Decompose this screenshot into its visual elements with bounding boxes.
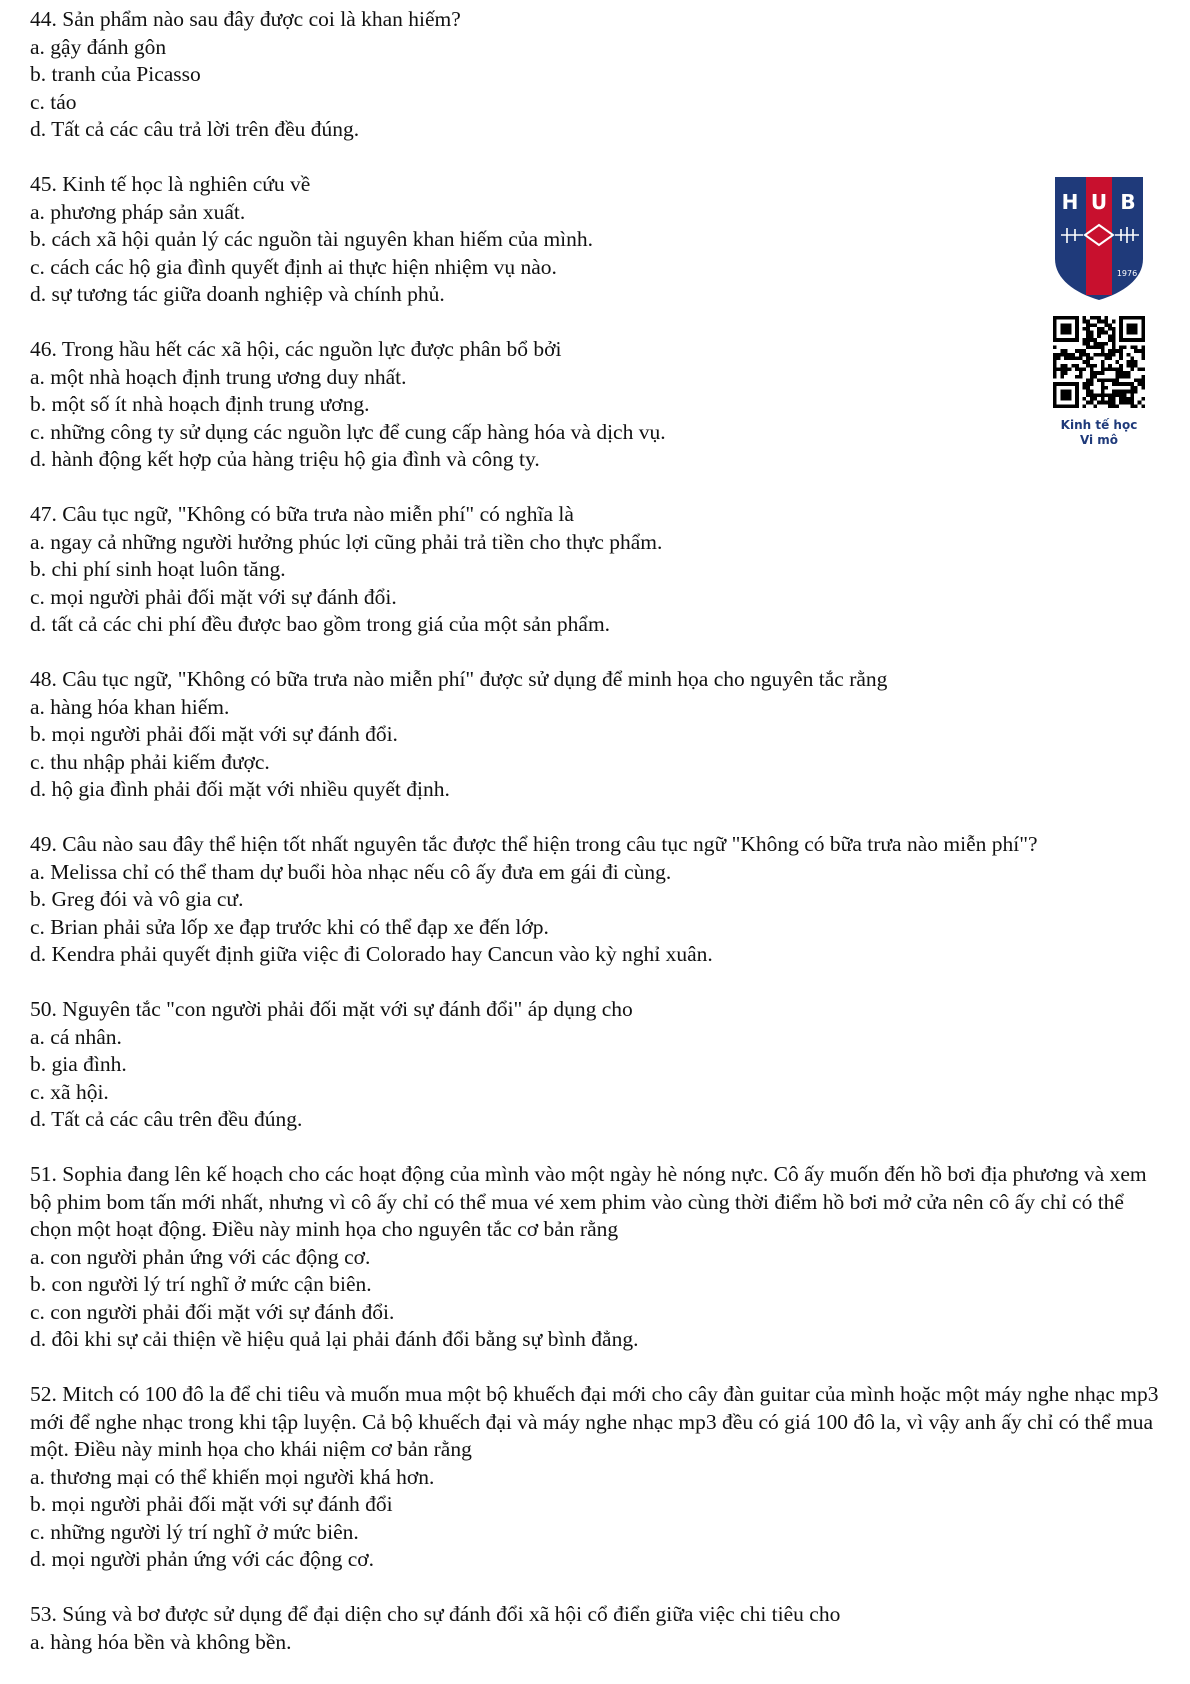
answer-option: c. thu nhập phải kiếm được. bbox=[30, 749, 270, 774]
course-caption bbox=[1040, 418, 1158, 448]
qr-code-icon bbox=[1053, 316, 1145, 408]
answer-option: d. tất cả các chi phí đều được bao gồm trong giá của một sản phẩm. bbox=[30, 612, 611, 636]
question-52 bbox=[30, 1381, 1180, 1574]
hub-logo-icon bbox=[1053, 173, 1145, 301]
answer-option: d. mọi người phản ứng với các động cơ. bbox=[30, 1547, 375, 1571]
answer-option: b. mọi người phải đối mặt với sự đánh đổi. bbox=[30, 722, 398, 746]
answer-option: b. mọi người phải đối mặt với sự đánh đổi bbox=[30, 1492, 393, 1516]
question-50 bbox=[30, 996, 1180, 1134]
answer-option: b. chi phí sinh hoạt luôn tăng. bbox=[30, 557, 286, 581]
answer-option: c. Brian phải sửa lốp xe đạp trước khi có thể đạp xe đến lớp. bbox=[30, 914, 549, 939]
question-45 bbox=[30, 171, 1180, 309]
answer-option: a. phương pháp sản xuất. bbox=[30, 199, 246, 224]
question-44 bbox=[30, 6, 1180, 144]
answer-option: b. Greg đói và vô gia cư. bbox=[30, 887, 244, 911]
question-stem: 49. Câu nào sau đây thể hiện tốt nhất nguyên tắc được thể hiện trong câu tục ngữ "Không có bữa trưa nào miễn phí"? bbox=[30, 832, 1038, 856]
answer-option: d. hộ gia đình phải đối mặt với nhiều quyết định. bbox=[30, 777, 450, 801]
logo-letter: B bbox=[1120, 190, 1136, 214]
answer-option: b. cách xã hội quản lý các nguồn tài nguyên khan hiếm của mình. bbox=[30, 227, 594, 251]
answer-option: d. Kendra phải quyết định giữa việc đi Colorado hay Cancun vào kỳ nghỉ xuân. bbox=[30, 942, 713, 966]
caption-line: Kinh tế học bbox=[1060, 418, 1138, 432]
question-stem: 44. Sản phẩm nào sau đây được coi là khan hiếm? bbox=[30, 7, 461, 31]
logo-year: 1976 bbox=[1116, 269, 1138, 278]
answer-option: d. sự tương tác giữa doanh nghiệp và chính phủ. bbox=[30, 282, 445, 306]
answer-option: a. thương mại có thể khiến mọi người khá hơn. bbox=[30, 1464, 435, 1489]
answer-option: c. con người phải đối mặt với sự đánh đổi. bbox=[30, 1299, 395, 1324]
answer-option: a. con người phản ứng với các động cơ. bbox=[30, 1244, 371, 1269]
answer-option: c. táo bbox=[30, 89, 77, 114]
answer-option: b. con người lý trí nghĩ ở mức cận biên. bbox=[30, 1272, 372, 1296]
question-stem: 45. Kinh tế học là nghiên cứu về bbox=[30, 172, 311, 196]
answer-option: b. một số ít nhà hoạch định trung ương. bbox=[30, 392, 370, 416]
question-stem: 53. Súng và bơ được sử dụng để đại diện cho sự đánh đổi xã hội cổ điển giữa việc chi tiêu cho bbox=[30, 1602, 841, 1626]
answer-option: c. cách các hộ gia đình quyết định ai thực hiện nhiệm vụ nào. bbox=[30, 254, 557, 279]
answer-option: c. xã hội. bbox=[30, 1079, 109, 1104]
question-stem: 52. Mitch có 100 đô la để chi tiêu và muốn mua một bộ khuếch đại mới cho cây đàn guitar của mình hoặc một máy nghe nhạc mp3 mới để nghe nhạc trong khi tập luyện. Cả bộ khuếch đại và máy nghe nhạc mp3 đều có giá 100 đô la, vì vậy anh ấy chỉ có thể mua một. Điều này minh họa cho khái niệm cơ bản rằng bbox=[30, 1382, 1159, 1461]
caption-line: Vi mô bbox=[1079, 433, 1119, 447]
answer-option: c. những công ty sử dụng các nguồn lực để cung cấp hàng hóa và dịch vụ. bbox=[30, 419, 666, 444]
answer-option: c. mọi người phải đối mặt với sự đánh đổi. bbox=[30, 584, 397, 609]
question-46 bbox=[30, 336, 1180, 474]
answer-option: d. hành động kết hợp của hàng triệu hộ gia đình và công ty. bbox=[30, 447, 540, 471]
answer-option: a. cá nhân. bbox=[30, 1024, 122, 1049]
logo-letter: U bbox=[1090, 190, 1108, 214]
question-48 bbox=[30, 666, 1180, 804]
question-47 bbox=[30, 501, 1180, 639]
question-51 bbox=[30, 1161, 1180, 1354]
answer-option: a. hàng hóa khan hiếm. bbox=[30, 694, 230, 719]
question-53 bbox=[30, 1601, 1180, 1656]
question-stem: 50. Nguyên tắc "con người phải đối mặt với sự đánh đổi" áp dụng cho bbox=[30, 997, 633, 1021]
answer-option: d. Tất cả các câu trên đều đúng. bbox=[30, 1107, 303, 1131]
answer-option: a. hàng hóa bền và không bền. bbox=[30, 1629, 292, 1654]
answer-option: a. ngay cả những người hưởng phúc lợi cũng phải trả tiền cho thực phẩm. bbox=[30, 529, 663, 554]
answer-option: d. Tất cả các câu trả lời trên đều đúng. bbox=[30, 117, 360, 141]
answer-option: d. đôi khi sự cải thiện về hiệu quả lại phải đánh đổi bằng sự bình đẳng. bbox=[30, 1327, 639, 1351]
question-49 bbox=[30, 831, 1180, 969]
document-body bbox=[30, 6, 1180, 1684]
logo-letter: H bbox=[1061, 190, 1079, 214]
answer-option: a. một nhà hoạch định trung ương duy nhất. bbox=[30, 364, 407, 389]
question-stem: 46. Trong hầu hết các xã hội, các nguồn lực được phân bổ bởi bbox=[30, 337, 562, 361]
answer-option: a. Melissa chỉ có thể tham dự buổi hòa nhạc nếu cô ấy đưa em gái đi cùng. bbox=[30, 859, 672, 884]
question-stem: 51. Sophia đang lên kế hoạch cho các hoạt động của mình vào một ngày hè nóng nực. Cô ấy muốn đến hồ bơi địa phương và xem bộ phim bom tấn mới nhất, nhưng vì cô ấy chỉ có thể mua vé xem phim vào cùng thời điểm hồ bơi mở cửa nên cô ấy chỉ có thể chọn một hoạt động. Điều này minh họa cho nguyên tắc cơ bản rằng bbox=[30, 1162, 1147, 1241]
answer-option: b. gia đình. bbox=[30, 1052, 127, 1076]
answer-option: b. tranh của Picasso bbox=[30, 62, 201, 86]
question-stem: 48. Câu tục ngữ, "Không có bữa trưa nào miễn phí" được sử dụng để minh họa cho nguyên tắc rằng bbox=[30, 667, 888, 691]
question-stem: 47. Câu tục ngữ, "Không có bữa trưa nào miễn phí" có nghĩa là bbox=[30, 502, 574, 526]
answer-option: c. những người lý trí nghĩ ở mức biên. bbox=[30, 1519, 359, 1544]
answer-option: a. gậy đánh gôn bbox=[30, 34, 167, 59]
